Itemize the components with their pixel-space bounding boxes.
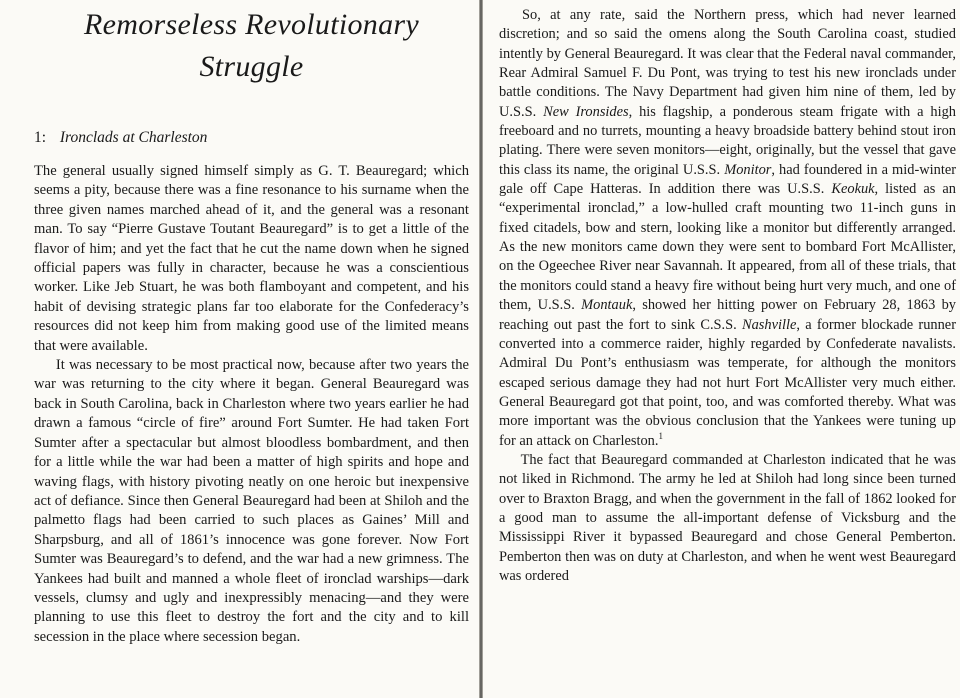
paragraph: [499, 6, 956, 451]
text-run: , had foundered in a mid-winter gale off Cape Hatteras. In addition there was U.S.S.: [499, 161, 956, 198]
chapter-title-line-2: Struggle: [199, 50, 304, 83]
section-heading: [34, 128, 469, 148]
right-page-body: [499, 6, 956, 586]
ship-name: Montauk: [581, 297, 633, 314]
ship-name: New Ironsides: [543, 103, 629, 120]
paragraph: The fact that Beauregard commanded at Charleston indicated that he was not liked in Richmond. The army he led at Shiloh had long since been turned over to Braxton Bragg, and when the government in the fall of 1862 looked for a good man to assume the all-important defense of Vicksburg and the Mississippi River it bypassed Beauregard and chose General Pemberton. Pemberton then was on duty at Charleston, and when he went west Beauregard was ordered: [499, 451, 956, 584]
ship-name: Monitor: [724, 161, 772, 178]
left-page: [0, 0, 479, 698]
text-run: , showed her hitting power on February 28, 1863 by reaching out past the fort to sink C.S.S.: [499, 297, 957, 333]
paragraph: The general usually signed himself simply as G. T. Beauregard; which seems a pity, because there was a fine resonance to his surname when the three given names marched ahead of it, and the general was a resonant man. To say “Pierre Gustave Toutant Beauregard” is to get a little of the flavor of him; and yet the fact that he cut the name down when he signed official papers was fully in character, because he was a conscientious worker. Like Jeb Stuart, he was both flamboyant and competent, and his habit of devising strategic plans far too elaborate for the Confederacy’s resources did not keep him from making good use of the limited means that were available.: [34, 163, 469, 354]
section-number: 1:: [34, 129, 47, 146]
text-run: , his flagship, a ponderous steam frigate with a high freeboard and no turrets, mounting a heavy broadside battery behind stout iron plating. There were seven monitors—eight, originally, but the vessel that gave this class its name, the original U.S.S.: [499, 103, 956, 178]
text-run: , a former blockade runner converted into a commerce raider, highly regarded by Confederate navalists. Admiral Du Pont’s enthusiasm was temperate, for although the monitors escaped serious damage they had not hurt Fort McAllister very much either. General Beauregard got that point, too, and was comforted thereby. What was more important was the obvious conclusion that the Yankees were tuning up for an attack on Charleston.: [499, 316, 956, 449]
section-title: Ironclads at Charleston: [59, 129, 208, 146]
text-run: , listed as an “experimental ironclad,” a low-hulled craft mounting two 11-inch guns in fixed citadels, bow and stern, looking like a monitor but differently arranged. As the new monitors came down they were sent to bombard Fort McAllister, on the Ogeechee River near Savannah. It appeared, from all of these trials, that the monitors could stand a heavy fire without being hurt very much, and one of them, U.S.S.: [499, 181, 956, 314]
text-run: So, at any rate, said the Northern press, which had never learned discretion; and so said the omens along the South Carolina coast, studied intently by General Beauregard. It was clear that the Federal naval commander, Rear Admiral Samuel F. Du Pont, was trying to test his new ironclads under battle conditions. The Navy Department had given him nine of them, led by U.S.S.: [499, 7, 956, 120]
ship-name: Nashville: [742, 316, 797, 333]
footnote-marker: 1: [658, 430, 663, 441]
left-page-body: [34, 162, 469, 647]
ship-name: Keokuk: [831, 181, 875, 198]
chapter-title-line-1: Remorseless Revolutionary: [84, 8, 419, 41]
chapter-title: [34, 4, 469, 88]
paragraph: It was necessary to be most practical now, because after two years the war was returning to the city where it began. General Beauregard was back in South Carolina, back in Charleston where two years earlier he had drawn a famous “circle of fire” around Fort Sumter. He had taken Fort Sumter after a spectacular but almost bloodless bombardment, and then for a little while the war had been a matter of high spirits and hope and waving flags, with history pivoting neatly on one heroic but inexpensive act of defiance. Since then General Beauregard had been at Shiloh and the palmetto flags had been carried to such places as Gaines’ Mill and Sharpsburg, and all of 1861’s innocence was gone forever. Now Fort Sumter was Beauregard’s to defend, and the war had a new grimness. The Yankees had built and manned a whole fleet of ironclad warships—dark vessels, clumsy and ugly and inexpressibly menacing—and they were planning to use this fleet to destroy the fort and the city and to kill secession in the place where secession began.: [34, 357, 469, 645]
right-page: [483, 0, 960, 698]
